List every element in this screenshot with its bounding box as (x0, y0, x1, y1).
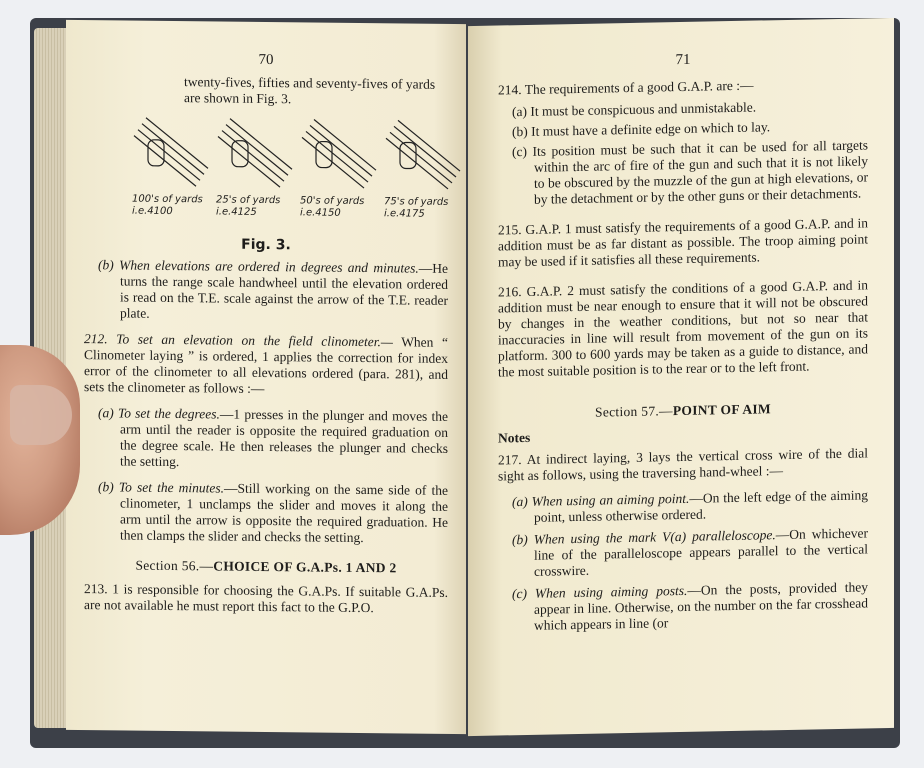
paragraph-215: 215. G.A.P. 1 must satisfy the requirements of a good G.A.P. and in addition must be as far distant as possible. The troop aiming point may be used if it satisfies all these requirements. (498, 215, 868, 270)
intro-line-1: twenty-fives, fifties and seventy-fives of yards (184, 74, 436, 92)
paragraph-212-a: (a) To set the degrees.—1 presses in the plunger and moves the arm until the reader is opposite the required graduation on the degree scale. He then releases the plunger and checks the setting. (98, 405, 449, 470)
intro-line-2: are shown in Fig. 3. (184, 90, 292, 107)
section-56-heading: Section 56.—CHOICE OF G.A.Ps. 1 AND 2 (135, 557, 397, 576)
page-number-left: 70 (258, 51, 274, 69)
notes-label: Notes (498, 429, 531, 446)
page-number-right: 71 (675, 51, 691, 69)
left-page (66, 20, 466, 734)
paragraph-212: 212. To set an elevation on the field clinometer.— When “ Clinometer laying ” is ordered, 1 applies the correction for index error of the clinometer to all elevations ordered (para. 281), and sets the clinometer as follows :— (84, 331, 448, 396)
figure-diagram-175: 75's of yards i.e.4175 (376, 116, 466, 227)
figure-3 (84, 113, 448, 237)
figure-diagram-150: 50's of yards i.e.4150 (292, 115, 382, 226)
paragraph-217: 217. At indirect laying, 3 lays the vertical cross wire of the dial sight as follows, using the traversing hand-wheel :— (498, 445, 868, 484)
paragraph-b: (b) When elevations are ordered in degrees and minutes.—He turns the range scale handwheel until the elevation ordered is read on the T.E. scale against the arrow of the T.E. reader plate. (98, 257, 448, 321)
thumbnail-nail (10, 385, 72, 445)
right-page (468, 18, 894, 736)
paragraph-216: 216. G.A.P. 2 must satisfy the conditions of a good G.A.P. and in addition must be near enough to ensure that it will not be obscured by changes in the weather conditions, but not so near that inaccuracies in line will result from movement of the gun on its platform. 300 to 600 yards may be taken as a guide to distance, and the most suitable position is to the rear or to the left front. (498, 277, 868, 380)
paragraph-214: 214. The requirements of a good G.A.P. are :— (498, 77, 754, 98)
paragraph-213: 213. 1 is responsible for choosing the G.A.Ps. If suitable G.A.Ps. are not available he must report this fact to the G.P.O. (84, 581, 448, 616)
requirement-c: (c) Its position must be such that it can be used for all targets within the arc of fire of the gun and such that it is not likely to be obscured by the muzzle of the gun at high elevations, or by the detachment or by the other guns or their detachments. (512, 137, 868, 207)
section-57-heading: Section 57.—POINT OF AIM (595, 401, 771, 420)
figure-title: Fig. 3. (241, 236, 291, 254)
figure-diagram-125: 25's of yards i.e.4125 (208, 114, 298, 225)
aim-a: (a) When using an aiming point.—On the left edge of the aiming point, unless otherwise ordered. (512, 487, 868, 525)
requirement-a: (a) It must be conspicuous and unmistakable. (512, 99, 757, 120)
aim-c: (c) When using aiming posts.—On the posts, provided they appear in line. Otherwise, on the number on the far crosshead which appears in line (or (512, 579, 868, 633)
paragraph-212-b: (b) To set the minutes.—Still working on the same side of the clinometer, 1 unclamps the slider and moves it along the arm until the arrow is opposite the required graduation. He then clamps the slider and checks the setting. (98, 479, 448, 546)
aim-b: (b) When using the mark V(a) paralleloscope.—On whichever line of the paralleloscope appears parallel to the vertical crosswire. (512, 525, 868, 579)
requirement-b: (b) It must have a definite edge on which to lay. (512, 119, 771, 140)
figure-diagram-100: 100's of yards i.e.4100 (124, 114, 214, 225)
